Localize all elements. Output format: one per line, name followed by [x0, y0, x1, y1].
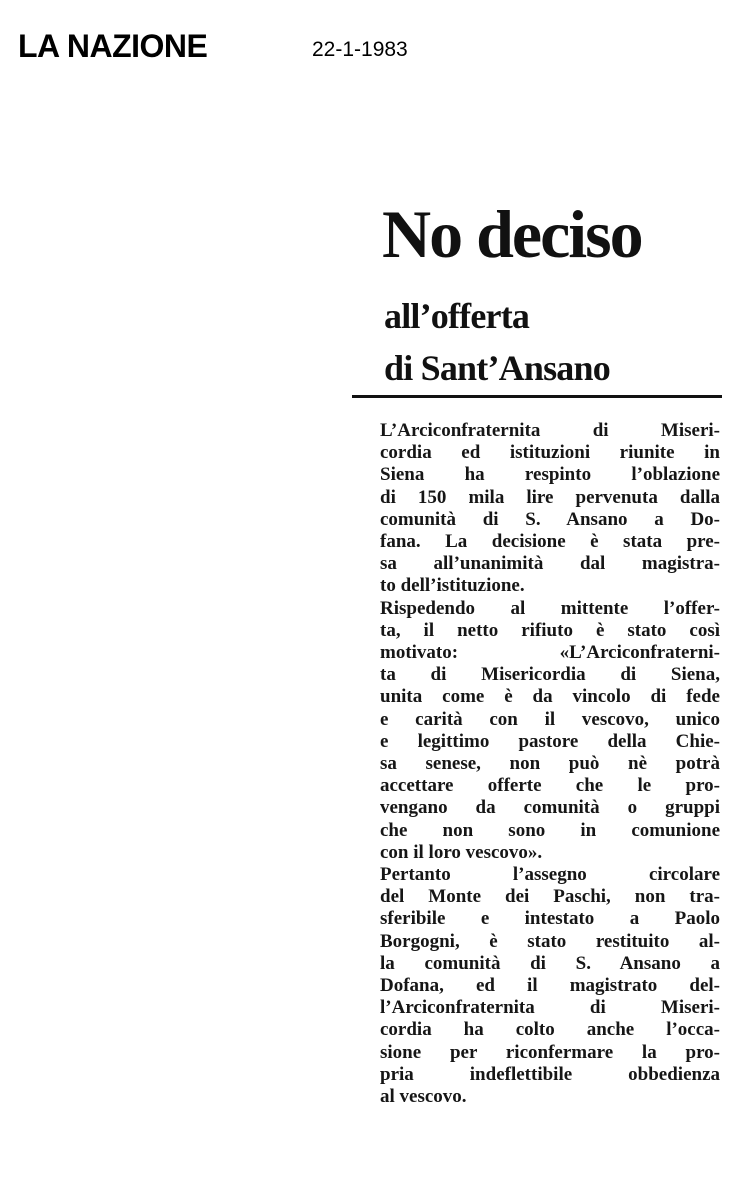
body-line: motivato: «L’Arciconfraterni- — [380, 642, 720, 664]
body-line: al vescovo. — [380, 1086, 467, 1108]
body-line: accettare offerte che le pro- — [380, 775, 720, 797]
body-line: sferibile e intestato a Paolo — [380, 908, 720, 930]
body-line: fana. La decisione è stata pre- — [380, 531, 720, 553]
body-line: L’Arciconfraternita di Miseri- — [380, 420, 720, 441]
headline-divider — [352, 395, 722, 398]
body-line: e carità con il vescovo, unico — [380, 708, 720, 730]
body-line: la comunità di S. Ansano a — [380, 952, 720, 974]
article-subheadline-line-1: all’offerta — [384, 296, 530, 336]
body-line: cordia ed istituzioni riunite in — [380, 442, 720, 464]
body-line: pria indeflettibile obbedienza — [380, 1063, 720, 1085]
body-line: che non sono in comunione — [380, 819, 720, 841]
body-line: ta, il netto rifiuto è stato così — [380, 619, 720, 641]
body-line: cordia ha colto anche l’occa- — [380, 1019, 720, 1041]
body-line: Dofana, ed il magistrato del- — [380, 975, 720, 997]
article-body — [380, 420, 720, 1108]
body-line: sione per riconfermare la pro- — [380, 1041, 720, 1063]
article-headline: No deciso — [382, 196, 642, 272]
body-line: ta di Misericordia di Siena, — [380, 664, 720, 686]
publication-date: 22-1-1983 — [312, 38, 408, 61]
body-line: Rispedendo al mittente l’offer- — [380, 597, 720, 619]
body-line: e legittimo pastore della Chie- — [380, 730, 720, 752]
body-line: to dell’istituzione. — [380, 575, 525, 597]
body-line: Pertanto l’assegno circolare — [380, 864, 720, 886]
body-line: vengano da comunità o gruppi — [380, 797, 720, 819]
body-line: sa senese, non può nè potrà — [380, 753, 720, 775]
body-line: l’Arciconfraternita di Miseri- — [380, 997, 720, 1019]
body-line: di 150 mila lire pervenuta dalla — [380, 486, 720, 508]
body-line: unita come è da vincolo di fede — [380, 686, 720, 708]
body-line: comunità di S. Ansano a Do- — [380, 508, 720, 530]
body-line: Siena ha respinto l’oblazione — [380, 464, 720, 486]
body-line: con il loro vescovo». — [380, 841, 543, 863]
newspaper-name: LA NAZIONE — [18, 28, 208, 64]
article-subheadline-line-2: di Sant’Ansano — [384, 348, 610, 388]
body-line: del Monte dei Paschi, non tra- — [380, 886, 720, 908]
body-line: Borgogni, è stato restituito al- — [380, 930, 720, 952]
body-line: sa all’unanimità dal magistra- — [380, 553, 720, 575]
